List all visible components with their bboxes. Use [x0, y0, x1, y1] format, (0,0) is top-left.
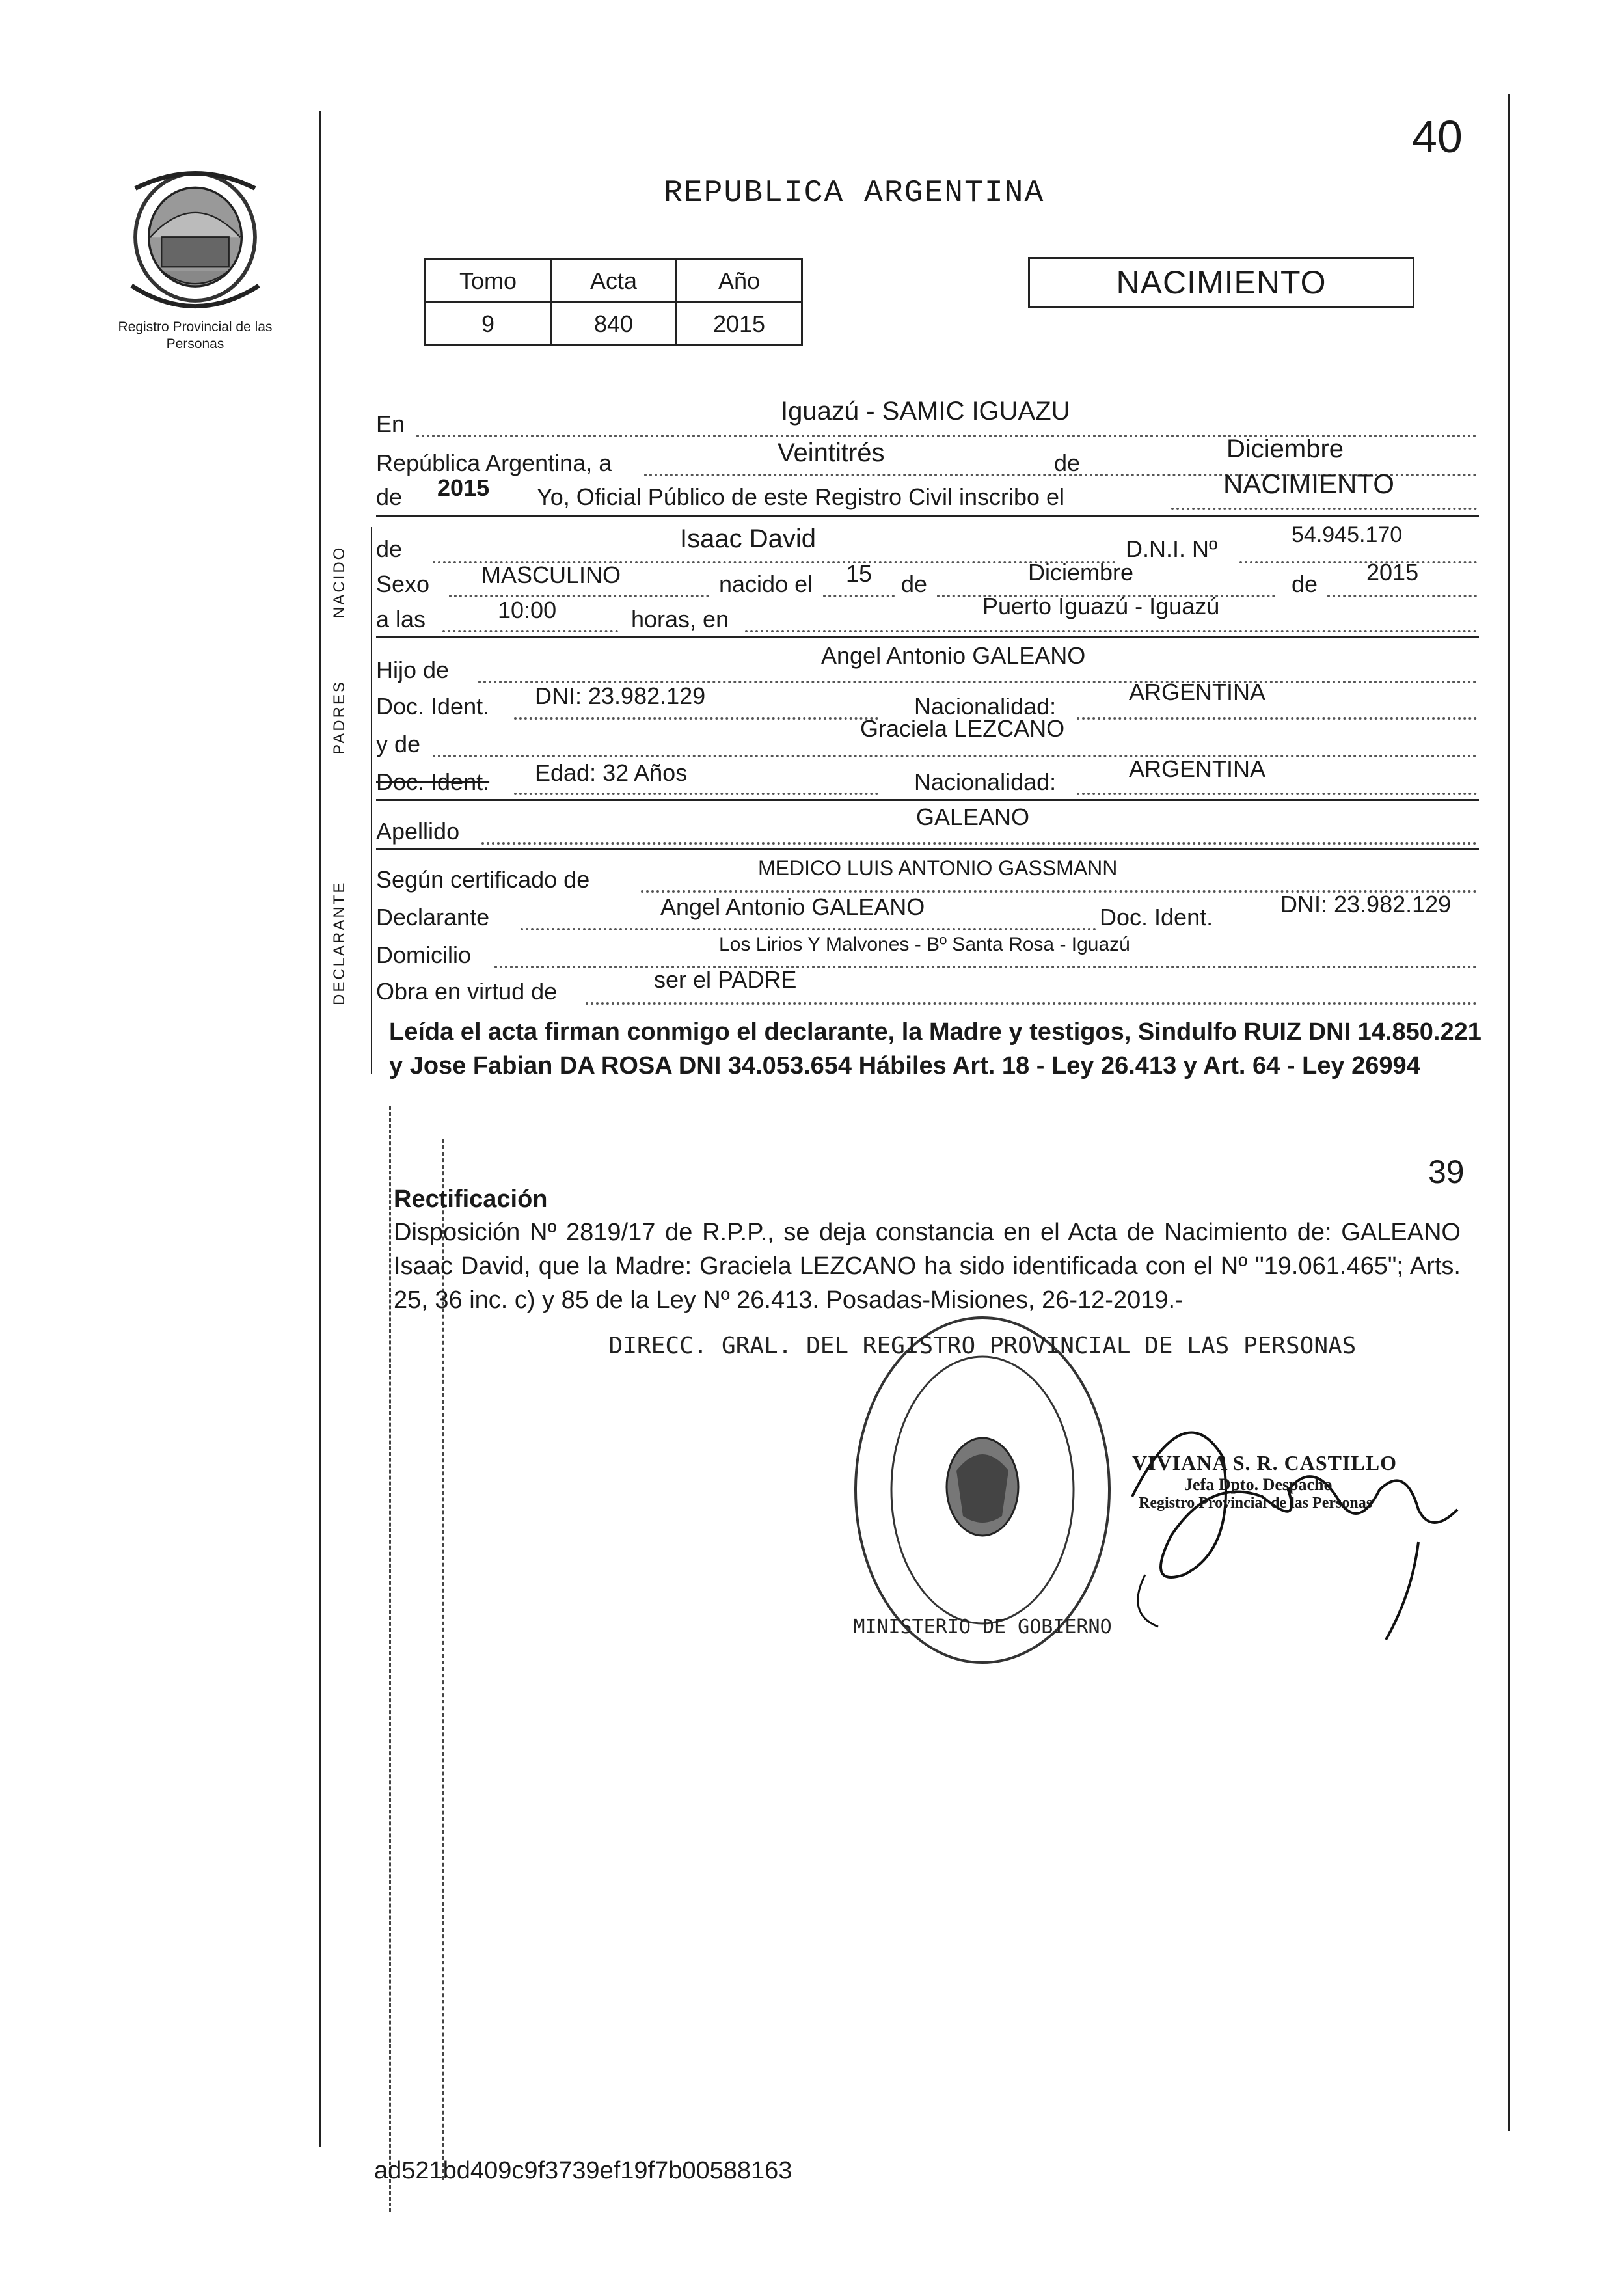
doc-ident-label: Doc. Ident. [1100, 904, 1213, 930]
domicilio-label: Domicilio [376, 942, 472, 968]
father-name-value: Angel Antonio GALEANO [821, 642, 1086, 669]
rectification-title: Rectificación [394, 1186, 548, 1213]
inner-left-line [371, 527, 372, 1074]
time-value: 10:00 [498, 597, 557, 623]
hijo-label: Hijo de [376, 657, 450, 683]
stamp-outer-text: DIRECC. GRAL. DEL REGISTRO PROVINCIAL DE LAS PERSONAS [608, 1333, 1357, 1359]
page-number: 40 [1412, 111, 1463, 162]
a-las-label: a las [376, 606, 426, 632]
table-value-tomo: 9 [426, 303, 551, 346]
right-margin-line [1508, 94, 1510, 2131]
dots [823, 595, 895, 597]
y-de-label: y de [376, 731, 421, 757]
de-label: de [901, 571, 928, 597]
mother-nationality-value: ARGENTINA [1129, 755, 1266, 782]
birth-place-value: Puerto Iguazú - Iguazú [982, 593, 1220, 619]
declarant-doc-value: DNI: 23.982.129 [1280, 891, 1452, 917]
birth-day-value: 15 [846, 560, 873, 587]
divider [376, 799, 1479, 801]
certificado-label: Según certificado de [376, 866, 590, 893]
de-label: de [1292, 571, 1318, 597]
table-header-tomo: Tomo [426, 260, 551, 303]
table-header-ano: Año [677, 260, 802, 303]
sex-value: MASCULINO [481, 562, 621, 588]
apellido-value: GALEANO [916, 804, 1030, 830]
stamp-inner-text: MINISTERIO DE GOBIERNO [853, 1616, 1112, 1638]
place-value: Iguazú - SAMIC IGUAZU [781, 397, 1070, 426]
doc-ident-struck-label: Doc. Ident. [376, 768, 490, 795]
divider [376, 515, 1479, 517]
divider [376, 636, 1479, 638]
address-value: Los Lirios Y Malvones - Bº Santa Rosa - Iguazú [719, 934, 1130, 955]
country-title: REPUBLICA ARGENTINA [664, 176, 1045, 211]
dots [586, 1002, 1477, 1005]
signer-name: VIVIANA S. R. CASTILLO [1132, 1451, 1397, 1474]
rectification-number: 39 [1428, 1154, 1465, 1190]
signer-office: Registro Provincial de las Personas [1139, 1495, 1373, 1512]
dots [1327, 595, 1477, 597]
de-year-label: de [376, 483, 403, 510]
dots [1077, 793, 1477, 795]
dots [1077, 717, 1477, 720]
declarante-section-label: DECLARANTE [331, 880, 348, 1005]
child-name-value: Isaac David [680, 524, 816, 553]
en-label: En [376, 411, 405, 437]
document-hash: ad521bd409c9f3739ef19f7b00588163 [374, 2157, 792, 2184]
sexo-label: Sexo [376, 571, 430, 597]
closing-text: Leída el acta firman conmigo el declarante, la Madre y testigos, Sindulfo RUIZ DNI 14.850.221 y Jose Fabian DA ROSA DNI 34.053.654 Hábiles Art. 18 - Ley 26.413 y Art. 64 - Ley 26994 [389, 1018, 1482, 1079]
signature-block [1132, 1451, 1397, 1512]
certificate-value: MEDICO LUIS ANTONIO GASSMANN [758, 856, 1118, 880]
registry-label: Registro Provincial de las Personas [118, 319, 273, 351]
act-value: NACIMIENTO [1223, 468, 1394, 499]
father-nationality-value: ARGENTINA [1129, 679, 1266, 705]
day-words-value: Veintitrés [778, 439, 885, 467]
dots [481, 842, 1477, 845]
divider [376, 848, 1479, 850]
dots [442, 630, 618, 632]
padres-section-label: PADRES [331, 680, 348, 755]
official-text: Yo, Oficial Público de este Registro Civil inscribo el [537, 483, 1065, 510]
child-dni-value: 54.945.170 [1292, 522, 1403, 547]
dots [494, 966, 1477, 968]
dots [514, 793, 878, 795]
dots [745, 630, 1477, 632]
handwritten-signature-icon [1106, 1379, 1496, 1653]
year-value: 2015 [437, 474, 490, 501]
father-doc-value: DNI: 23.982.129 [535, 683, 706, 709]
province-seal-icon [120, 166, 270, 316]
obra-value: ser el PADRE [654, 966, 797, 993]
birth-year-value: 2015 [1366, 559, 1419, 586]
dots [449, 595, 709, 597]
table-value-acta: 840 [551, 303, 677, 346]
apellido-label: Apellido [376, 818, 460, 845]
dashed-margin-left [389, 1106, 391, 2212]
de-label: de [1054, 450, 1081, 476]
de-label: de [376, 536, 403, 562]
republica-label: República Argentina, a [376, 450, 612, 476]
month-value: Diciembre [1226, 435, 1344, 463]
dots [433, 755, 1477, 757]
dots [1171, 508, 1477, 510]
nacido-label: nacido el [719, 571, 813, 597]
doc-ident-label: Doc. Ident. [376, 693, 490, 720]
table-header-acta: Acta [551, 260, 677, 303]
left-margin-line [319, 111, 321, 2147]
declarante-label: Declarante [376, 904, 490, 930]
rectification-text: Disposición Nº 2819/17 de R.P.P., se deja constancia en el Acta de Nacimiento de: GALEANO Isaac David, que la Madre: Graciela LEZCANO ha sido identificada con el Nº "19.061.465"; Arts. 25, 36 inc. c) y 85 de la Ley Nº 26.413. Posadas-Misiones, 26-12-2019.- [394, 1219, 1461, 1314]
declarant-name-value: Angel Antonio GALEANO [660, 893, 925, 920]
obra-label: Obra en virtud de [376, 978, 558, 1005]
nacionalidad-label: Nacionalidad: [914, 768, 1057, 795]
mother-name-value: Graciela LEZCANO [860, 715, 1065, 742]
dots [1239, 561, 1477, 563]
record-table [424, 258, 803, 346]
birth-month-value: Diciembre [1028, 559, 1134, 586]
dots [514, 717, 878, 720]
table-value-ano: 2015 [677, 303, 802, 346]
nacionalidad-label: Nacionalidad: [914, 693, 1057, 720]
dni-label: D.N.I. Nº [1126, 536, 1218, 562]
horas-label: horas, en [631, 606, 729, 632]
mother-age-value: Edad: 32 Años [535, 759, 688, 786]
nacido-section-label: NACIDO [331, 545, 348, 618]
signer-role: Jefa Dpto. Despacho [1184, 1475, 1333, 1494]
record-type-box: NACIMIENTO [1028, 257, 1414, 308]
